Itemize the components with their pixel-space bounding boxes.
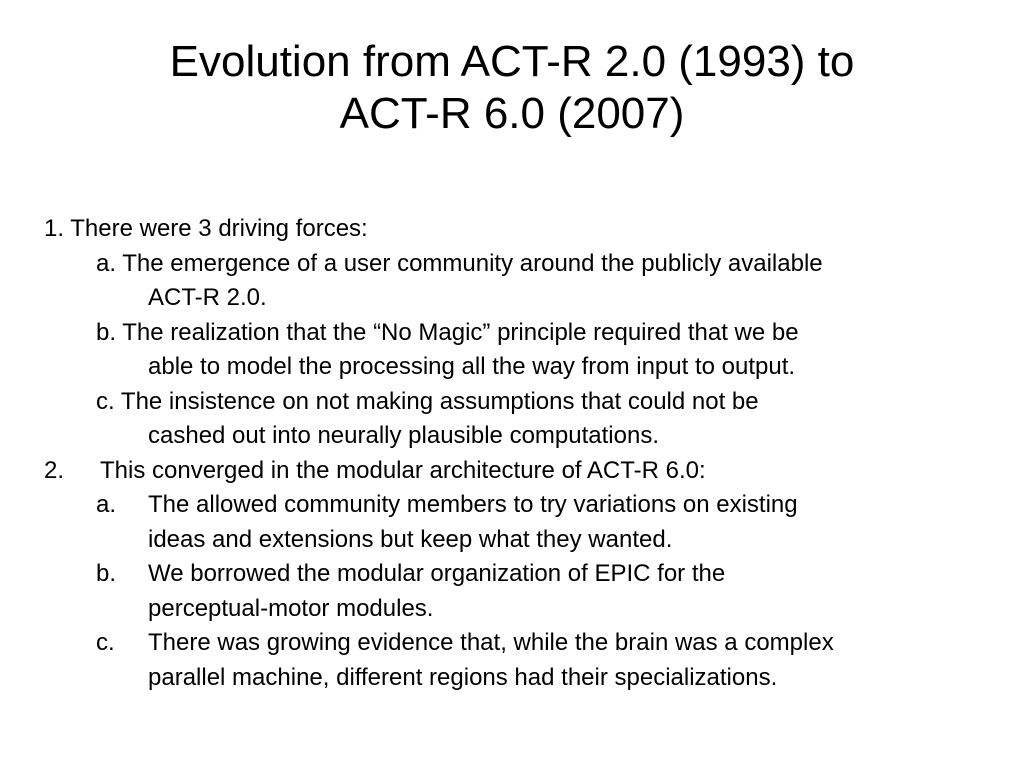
section-1-item-a (44, 247, 984, 316)
section-1-item-b (44, 316, 984, 385)
slide-title (40, 36, 984, 140)
section-1-heading: 1. There were 3 driving forces: (44, 215, 368, 242)
section-2-item-a (44, 488, 984, 557)
list-item-text: c. The insistence on not making assumptions that could not be (96, 387, 759, 415)
list-item-continuation: cashed out into neurally plausible computations. (148, 422, 659, 449)
slide-body (44, 212, 984, 695)
list-item-line (44, 557, 984, 592)
list-item-continuation: ideas and extensions but keep what they wanted. (148, 525, 673, 553)
title-line-2: ACT-R 6.0 (2007) (339, 89, 685, 138)
section-1-item-c (44, 385, 984, 454)
list-item-text: b. The realization that the “No Magic” principle required that we be (96, 318, 799, 346)
list-item-continuation: perceptual-motor modules. (148, 594, 434, 622)
list-item-text: We borrowed the modular organization of EPIC for the (148, 560, 726, 587)
list-marker: 2. (44, 456, 65, 484)
list-item-text: The allowed community members to try variations on existing (148, 491, 798, 518)
list-item-continuation: parallel machine, different regions had their specializations. (148, 663, 778, 691)
title-line-1: Evolution from ACT-R 2.0 (1993) to (169, 37, 855, 86)
list-item-text: a. The emergence of a user community around the publicly available (96, 249, 823, 277)
list-item-continuation: able to model the processing all the way from input to output. (148, 353, 796, 380)
list-item-continuation: ACT-R 2.0. (148, 284, 267, 311)
list-marker: a. (96, 491, 117, 518)
list-item-line (44, 488, 984, 523)
section-2-item-c (44, 626, 984, 695)
section-2-item-b (44, 557, 984, 626)
list-item-text: There was growing evidence that, while the brain was a complex (148, 629, 834, 656)
list-marker: b. (96, 560, 117, 587)
list-item-line (44, 626, 984, 661)
list-marker: c. (96, 629, 115, 656)
section-2-heading (44, 454, 984, 489)
section-2-heading-text: This converged in the modular architecture of ACT-R 6.0: (100, 456, 706, 484)
